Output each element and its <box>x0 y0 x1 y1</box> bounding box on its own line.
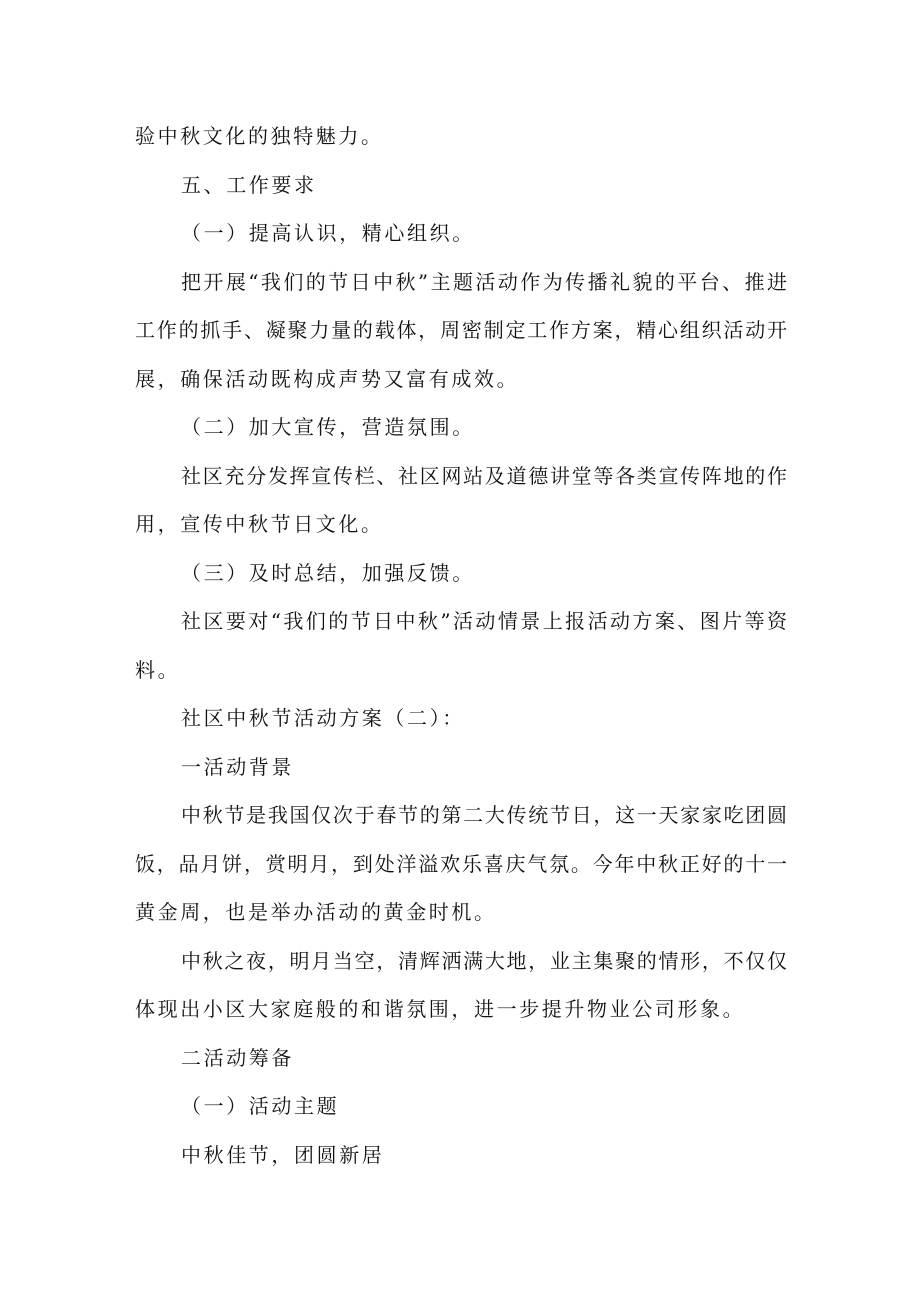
paragraph-line: 用，宣传中秋节日文化。 <box>135 512 384 536</box>
paragraph-line: 中秋之夜，明月当空，清辉洒满大地，业主集聚的情形，不仅仅 <box>181 948 787 973</box>
paragraph-line: 展，确保活动既构成声势又富有成效。 <box>135 366 520 391</box>
section-title: 社区中秋节活动方案（二）： <box>181 706 465 730</box>
paragraph-line: 料。 <box>135 657 181 682</box>
section-heading: 一活动背景 <box>181 754 294 779</box>
subsection-heading: （一）活动主题 <box>181 1094 340 1118</box>
paragraph-line: 社区充分发挥宣传栏、社区网站及道德讲堂等各类宣传阵地的作 <box>181 463 787 488</box>
paragraph-line: 工作的抓手、凝聚力量的载体，周密制定工作方案，精心组织活动开 <box>135 318 787 342</box>
subsection-heading: （一）提高认识，精心组织。 <box>181 221 475 245</box>
paragraph-line: 把开展“我们的节日中秋”主题活动作为传播礼貌的平台、推进 <box>181 269 787 294</box>
paragraph-line: 体现出小区大家庭般的和谐氛围，进一步提升物业公司形象。 <box>135 997 746 1021</box>
section-heading: 二活动筹备 <box>181 1045 294 1070</box>
section-heading: 五、工作要求 <box>181 172 317 197</box>
paragraph-line: 验中秋文化的独特魅力。 <box>135 124 384 148</box>
subsection-heading: （三）及时总结，加强反馈。 <box>181 560 475 585</box>
document-body <box>135 112 787 1179</box>
paragraph-line: 社区要对“我们的节日中秋”活动情景上报活动方案、图片等资 <box>181 609 787 633</box>
paragraph-line: 黄金周，也是举办活动的黄金时机。 <box>135 900 497 924</box>
paragraph-line: 中秋节是我国仅次于春节的第二大传统节日，这一天家家吃团圆 <box>181 803 787 827</box>
paragraph-line: 饭，品月饼，赏明月，到处洋溢欢乐喜庆气氛。今年中秋正好的十一 <box>135 851 787 876</box>
subsection-heading: （二）加大宣传，营造氛围。 <box>181 415 475 439</box>
paragraph-line: 中秋佳节，团圆新居 <box>181 1142 385 1167</box>
